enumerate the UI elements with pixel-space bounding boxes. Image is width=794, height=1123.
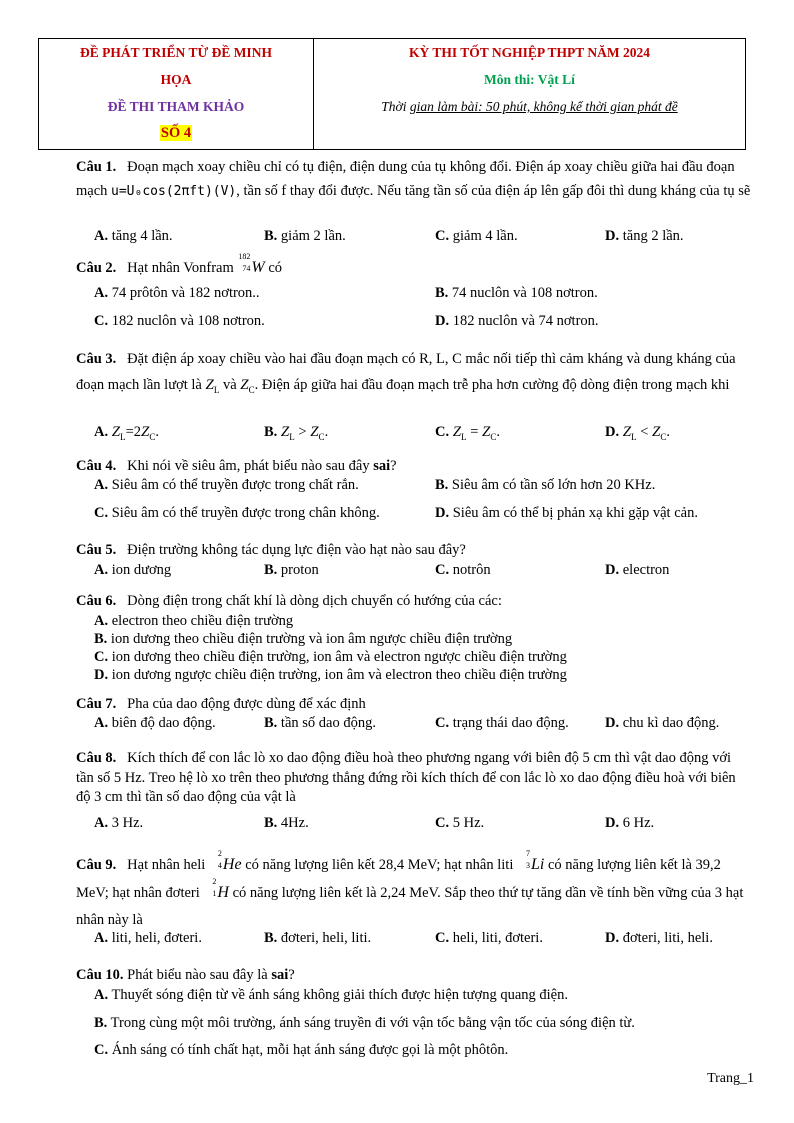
question-label: Câu 6.	[76, 593, 117, 609]
option-d[interactable]: D. ion dương ngược chiều điện trường, ion âm và electron theo chiều điện trường	[94, 667, 567, 683]
question-8-options	[94, 815, 754, 837]
exam-header-table	[38, 38, 746, 150]
question-6	[76, 589, 752, 613]
question-text: Đặt điện áp xoay chiều vào hai đầu đoạn mạch có R, L, C mắc nối tiếp thì cảm kháng và dung kháng của đoạn mạch lần lượt là	[76, 351, 736, 393]
question-text: Phát biểu nào sau đây là	[127, 967, 268, 983]
question-6-options	[94, 612, 754, 684]
option-b[interactable]: B. tần số dao động.	[264, 715, 376, 731]
page-number: Trang_1	[707, 1071, 754, 1086]
option-a[interactable]: A. liti, heli, đơteri.	[94, 930, 202, 946]
question-text: Kích thích để con lắc lò xo dao động điều hoà theo phương ngang với biên độ 5 cm thì vật dao động với tần số 5 Hz. Treo hệ lò xo trên theo phương thẳng đứng rồi kích thích để con lắc lò xo dao động điều hoà với biên độ 3 cm thì tần số dao động của vật là	[76, 750, 736, 805]
header-left-line1: ĐỀ PHÁT TRIỂN TỪ ĐỀ MINH	[80, 45, 272, 60]
element-symbol: W	[251, 259, 265, 276]
element-symbol: H	[217, 884, 229, 901]
isotope-notation: 2 1	[212, 877, 217, 898]
question-text: Hạt nhân Vonfram	[127, 260, 234, 276]
element-symbol: Li	[530, 856, 545, 873]
question-9: Câu 9. Hạt nhân heli 2 4 He có năng lượng liên kết 28,4 MeV; hạt nhân liti 7 3 Li có năng lượng liên kết là 39,2 MeV; hạt nhân đơteri 2 1 H có năng lượng liên kết là 2,24 MeV. Sắp theo thứ tự tăng dần về tính bền vững của 3 hạt nhân này là	[76, 849, 744, 928]
question-10-option-c-row	[94, 1042, 754, 1064]
option-d[interactable]: D. 182 nuclôn và 74 nơtron.	[435, 313, 599, 329]
option-b[interactable]: B. đơteri, heli, liti.	[264, 930, 372, 946]
option-c[interactable]: C. giảm 4 lần.	[435, 228, 518, 244]
question-8	[76, 749, 752, 808]
capacitive-reactance-symbol: $Z_C$	[240, 377, 255, 395]
question-text: , tần số f thay đổi được. Nếu tăng tần số của điện áp lên gấp đôi thì dung kháng của tụ sẽ	[236, 183, 751, 199]
question-5	[76, 538, 752, 562]
question-1	[76, 155, 752, 204]
option-b[interactable]: B. Siêu âm có tần số lớn hơn 20 KHz.	[435, 477, 656, 493]
option-c[interactable]: C. notrôn	[435, 562, 491, 578]
question-7-options	[94, 715, 754, 737]
exam-title: KỲ THI TỐT NGHIỆP THPT NĂM 2024	[408, 45, 651, 60]
option-c[interactable]: C. 182 nuclôn và 108 nơtron.	[94, 313, 265, 329]
option-d[interactable]: D. electron	[605, 562, 670, 578]
option-b[interactable]: B. 74 nuclôn và 108 nơtron.	[435, 285, 598, 301]
option-c[interactable]: C. Siêu âm có thể truyền được trong chân không.	[94, 505, 380, 521]
question-3: Câu 3. Đặt điện áp xoay chiều vào hai đầu đoạn mạch có R, L, C mắc nối tiếp thì cảm kháng và dung kháng của đoạn mạch lần lượt là $Z_L$ và $Z_C$. Điện áp giữa hai đầu đoạn mạch trễ pha hơn cường độ dòng điện trong mạch khi	[76, 351, 736, 395]
isotope-notation: 2 4	[217, 849, 222, 870]
question-10-option-b-row	[94, 1015, 754, 1037]
option-a[interactable]: A. $Z_L=2Z_C$.	[94, 424, 159, 442]
question-10: Câu 10. Phát biểu nào sau đây là sai?	[76, 967, 295, 983]
option-c[interactable]: C. trạng thái dao động.	[435, 715, 569, 731]
emphasis: sai	[271, 967, 289, 983]
question-label: Câu 4.	[76, 458, 117, 474]
option-c[interactable]: C. 5 Hz.	[435, 815, 485, 831]
question-label: Câu 9.	[76, 857, 117, 873]
exam-duration: Thời gian làm bài: 50 phút, không kể thời gian phát đề	[381, 99, 678, 114]
header-left-line2: HỌA	[160, 72, 192, 87]
option-b[interactable]: B. ion dương theo chiều điện trường và ion âm ngược chiều điện trường	[94, 631, 513, 647]
question-text: Dòng điện trong chất khí là dòng dịch chuyển có hướng của các:	[127, 593, 502, 609]
question-9-options	[94, 930, 754, 952]
option-d[interactable]: D. tăng 2 lần.	[605, 228, 684, 244]
option-b[interactable]: B. proton	[264, 562, 319, 578]
option-d[interactable]: D. Siêu âm có thể bị phản xạ khi gặp vật cản.	[435, 505, 698, 521]
option-a[interactable]: A. 3 Hz.	[94, 815, 144, 831]
option-a[interactable]: A. Thuyết sóng điện từ về ánh sáng không giải thích được hiện tượng quang điện.	[94, 987, 568, 1003]
option-a[interactable]: A. Siêu âm có thể truyền được trong chất rắn.	[94, 477, 359, 493]
question-label: Câu 5.	[76, 542, 117, 558]
option-c[interactable]: C. Ánh sáng có tính chất hạt, mỗi hạt ánh sáng được gọi là một phôtôn.	[94, 1042, 509, 1058]
header-right-cell	[314, 39, 746, 150]
question-3-options	[94, 424, 754, 446]
option-b[interactable]: B. giảm 2 lần.	[264, 228, 346, 244]
option-c[interactable]: C. ion dương theo chiều điện trường, ion âm và electron ngược chiều điện trường	[94, 649, 567, 665]
question-label: Câu 1.	[76, 159, 117, 175]
option-d[interactable]: D. 6 Hz.	[605, 815, 655, 831]
question-text: Khi nói về siêu âm, phát biểu nào sau đây	[127, 458, 370, 474]
question-text: Pha của dao động được dùng để xác định	[127, 696, 366, 712]
question-10-option-a-row	[94, 987, 754, 1009]
isotope-notation: 182 74	[238, 252, 251, 273]
option-d[interactable]: D. $Z_L < Z_C$.	[605, 424, 670, 442]
header-left-cell	[39, 39, 314, 150]
question-2-options-row1	[94, 285, 754, 307]
question-4: Câu 4. Khi nói về siêu âm, phát biểu nào sau đây sai?	[76, 458, 397, 474]
question-text: Đoạn mạch xoay chiều chỉ có tụ điện, điện dung của tụ không đổi. Điện áp xoay chiều giữa hai đầu đoạn mạch	[76, 159, 735, 199]
option-a[interactable]: A. 74 prôtôn và 182 nơtron..	[94, 285, 260, 301]
question-label: Câu 8.	[76, 750, 117, 766]
option-b[interactable]: B. Trong cùng một môi trường, ánh sáng truyền đi với vận tốc bằng vận tốc của sóng điện từ.	[94, 1015, 635, 1031]
inductive-reactance-symbol: $Z_L$	[205, 377, 220, 395]
option-b[interactable]: B. $Z_L > Z_C$.	[264, 424, 329, 442]
option-c[interactable]: C. $Z_L = Z_C$.	[435, 424, 500, 442]
question-7	[76, 692, 752, 716]
question-5-options	[94, 562, 754, 584]
option-a[interactable]: A. electron theo chiều điện trường	[94, 613, 294, 629]
option-a[interactable]: A. ion dương	[94, 562, 172, 578]
header-left-line3: ĐỀ THI THAM KHẢO	[107, 99, 245, 114]
question-4-options-row2	[94, 505, 754, 527]
formula: u=U₀cos(2πft)(V)	[111, 184, 237, 199]
question-text: Điện trường không tác dụng lực điện vào hạt nào sau đây?	[127, 542, 466, 558]
exam-number-badge: SỐ 4	[160, 125, 192, 141]
question-label: Câu 2.	[76, 260, 117, 276]
question-2: Câu 2. Hạt nhân Vonfram 182 74 W có	[76, 252, 283, 276]
question-1-options	[94, 228, 754, 250]
question-4-options-row1	[94, 477, 754, 499]
question-label: Câu 10.	[76, 967, 124, 983]
option-c[interactable]: C. heli, liti, đơteri.	[435, 930, 543, 946]
option-a[interactable]: A. tăng 4 lần.	[94, 228, 173, 244]
option-a[interactable]: A. biên độ dao động.	[94, 715, 216, 731]
element-symbol: He	[222, 856, 242, 873]
exam-subject: Môn thi: Vật Lí	[484, 72, 575, 87]
option-d[interactable]: D. đơteri, liti, heli.	[605, 930, 713, 946]
option-b[interactable]: B. 4Hz.	[264, 815, 309, 831]
emphasis: sai	[373, 458, 391, 474]
question-label: Câu 7.	[76, 696, 117, 712]
question-2-options-row2	[94, 313, 754, 335]
isotope-notation: 7 3	[525, 849, 530, 870]
option-d[interactable]: D. chu kì dao động.	[605, 715, 720, 731]
question-label: Câu 3.	[76, 351, 117, 367]
